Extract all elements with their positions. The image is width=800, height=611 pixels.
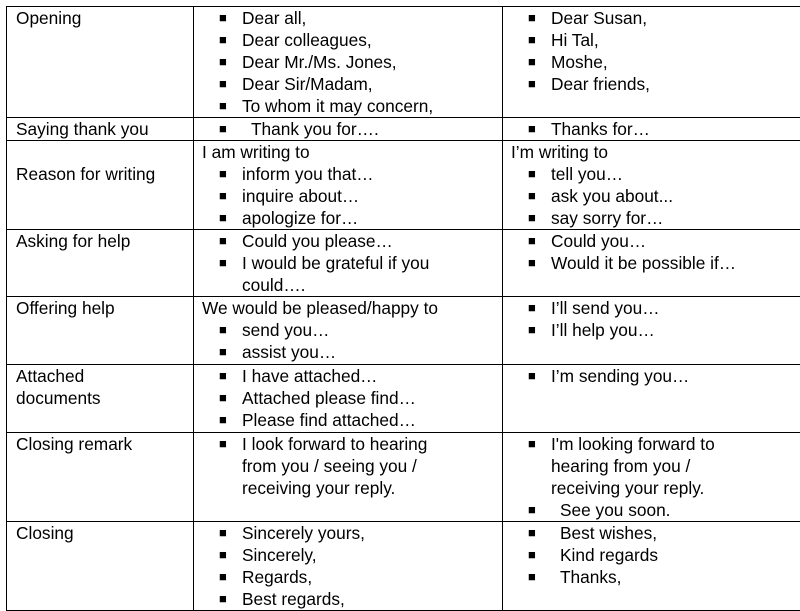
list-item: ■ send you…	[219, 319, 502, 341]
list-item: ■ Dear colleagues,	[219, 29, 502, 51]
list-item: ■ Sincerely yours,	[219, 522, 502, 544]
table-row	[7, 118, 800, 141]
table-row	[7, 141, 800, 230]
informal-cell	[503, 230, 800, 297]
list-item: ■ Best wishes,	[528, 522, 800, 544]
list-item: ■ Could you please…	[219, 230, 502, 252]
informal-cell	[503, 433, 800, 522]
list-item: ■ Thanks,	[528, 566, 800, 588]
list-item: ■ I have attached…	[219, 365, 502, 387]
list-item: ■ assist you…	[219, 341, 502, 363]
list-item: ■ I’ll send you…	[528, 297, 800, 319]
row-label-cell	[7, 141, 194, 230]
list-item: ■ Would it be possible if…	[528, 252, 800, 274]
row-label: Asking for help	[16, 231, 131, 251]
intro-text: I’m writing to	[511, 142, 608, 162]
list-item: ■ apologize for…	[219, 207, 502, 229]
intro-text: I am writing to	[202, 142, 310, 162]
list-item: ■ Dear friends,	[528, 73, 800, 95]
formal-cell	[194, 433, 503, 522]
list-item: ■ inquire about…	[219, 185, 502, 207]
informal-cell	[503, 141, 800, 230]
list-item: ■ inform you that…	[219, 163, 502, 185]
list-item: ■ Dear all,	[219, 7, 502, 29]
email-phrases-table	[6, 6, 800, 611]
list-item: ■ I’m sending you…	[528, 365, 800, 387]
row-label-cell	[7, 7, 194, 118]
list-item: ■ Kind regards	[528, 544, 800, 566]
informal-cell	[503, 118, 800, 141]
list-item: ■ See you soon.	[528, 499, 800, 521]
row-label-cell	[7, 365, 194, 433]
row-label-cell	[7, 433, 194, 522]
list-item: ■ Attached please find…	[219, 387, 502, 409]
formal-cell	[194, 365, 503, 433]
table-row	[7, 230, 800, 297]
formal-cell	[194, 7, 503, 118]
list-item: ■ Best regards,	[219, 588, 502, 610]
list-item: ■ Thank you for….	[219, 118, 502, 140]
list-item: ■ I’ll help you…	[528, 319, 800, 341]
list-item: ■ Sincerely,	[219, 544, 502, 566]
formal-cell	[194, 297, 503, 365]
list-item: ■ Hi Tal,	[528, 29, 800, 51]
list-item: ■ Dear Susan,	[528, 7, 800, 29]
row-label: Closing	[16, 523, 74, 543]
row-label: Closing remark	[16, 434, 133, 454]
formal-cell	[194, 118, 503, 141]
row-label: Opening	[16, 8, 82, 28]
formal-cell	[194, 230, 503, 297]
list-item: ■ tell you…	[528, 163, 800, 185]
list-item: ■ I would be grateful if you could….	[219, 252, 502, 296]
list-item: ■ Dear Mr./Ms. Jones,	[219, 51, 502, 73]
list-item: ■ I look forward to hearing from you / seeing you / receiving your reply.	[219, 433, 502, 499]
list-item: ■ Please find attached…	[219, 409, 502, 431]
informal-cell	[503, 365, 800, 433]
formal-cell	[194, 141, 503, 230]
list-item: ■ Thanks for…	[528, 118, 800, 140]
row-label-cell	[7, 118, 194, 141]
informal-cell	[503, 7, 800, 118]
list-item: ■ Could you…	[528, 230, 800, 252]
row-label: Reason for writing	[16, 164, 156, 184]
table-row	[7, 365, 800, 433]
row-label-cell	[7, 522, 194, 611]
table-row	[7, 433, 800, 522]
row-label: Saying thank you	[16, 119, 149, 139]
list-item: ■ Regards,	[219, 566, 502, 588]
list-item: ■ ask you about...	[528, 185, 800, 207]
formal-cell	[194, 522, 503, 611]
table-row	[7, 297, 800, 365]
table-row	[7, 522, 800, 611]
row-label-cell	[7, 297, 194, 365]
list-item: ■ To whom it may concern,	[219, 95, 502, 117]
list-item: ■ say sorry for…	[528, 207, 800, 229]
informal-cell	[503, 522, 800, 611]
list-item: ■ Dear Sir/Madam,	[219, 73, 502, 95]
row-label: Offering help	[16, 298, 115, 318]
intro-text: We would be pleased/happy to	[202, 298, 439, 318]
table-row	[7, 7, 800, 118]
row-label-cell	[7, 230, 194, 297]
row-label: Attached documents	[16, 366, 101, 408]
list-item: ■ I'm looking forward to hearing from you / receiving your reply.	[528, 433, 800, 499]
list-item: ■ Moshe,	[528, 51, 800, 73]
informal-cell	[503, 297, 800, 365]
